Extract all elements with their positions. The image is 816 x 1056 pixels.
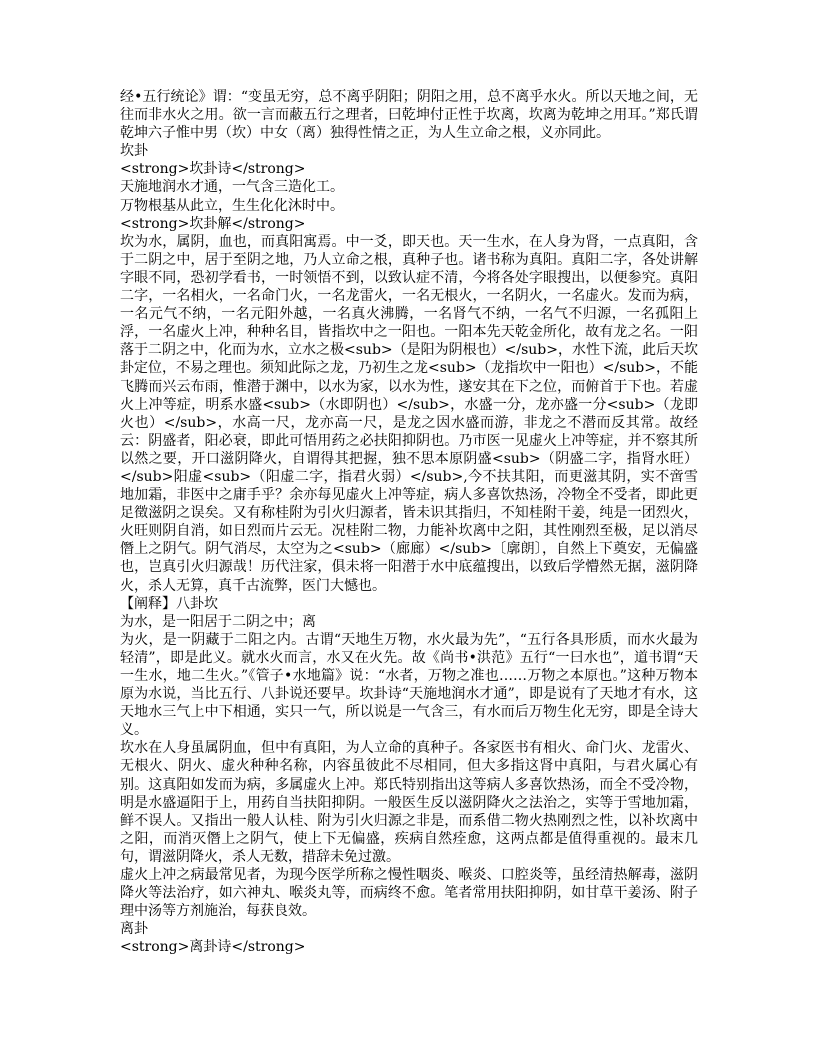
kan-poem-title-tagged: <strong>坎卦诗</strong>: [120, 161, 306, 178]
paragraph-deficient-fire-diseases: 虚火上冲之病最常见者，为现今医学所称之慢性咽炎、喉炎、口腔炎等，虽经清热解毒，滋阴降火等法治疗，如六神丸、喉炎丸等，而病终不愈。笔者常用扶阳抑阴，如甘草干姜汤、附子理中汤等方剂施治，每获良效。: [120, 867, 698, 920]
paragraph-li-is-fire: 为火，是一阴藏于二阳之内。古谓“天地生万物，水火最为先”，“五行各具形质，而水火最为轻清”，即是此义。就水火而言，水又在火先。故《尚书•洪范》五行“一曰水也”，道书谓“天一生水，地二生火。”《管子•水地篇》说：“水者，万物之准也……万物之本原也。”这种万物本原为水说，当比五行、八卦说还要早。坎卦诗“天施地润水才通”，即是说有了天地才有水，这天地水三气上中下相通，实只一气，所以说是一气含三，有水而后万物生化无穷，即是全诗大义。: [120, 631, 698, 739]
paragraph-intro-five-elements: 经•五行统论》谓：“变虽无穷，总不离乎阴阳；阴阳之用，总不离乎水火。所以天地之间，无往而非水火之用。欲一言而蔽五行之理者，曰乾坤付正性于坎离，坎离为乾坤之用耳。”郑氏谓乾坤六子惟中男（坎）中女（离）独得性情之正，为人生立命之根，义亦同此。: [120, 89, 698, 142]
li-poem-title-tagged: <strong>离卦诗</strong>: [120, 939, 306, 956]
heading-elucidation-bagua-kan: 【阐释】八卦坎: [120, 595, 218, 612]
kan-explanation-title-tagged: <strong>坎卦解</strong>: [120, 215, 306, 232]
kan-poem-line-2: 万物根基从此立，生生化化沐时中。: [120, 197, 344, 214]
heading-kan-gua: 坎卦: [120, 143, 148, 160]
document-text-block: [120, 88, 698, 957]
paragraph-kan-water-in-body: 坎水在人身虽属阴血，但中有真阳，为人立命的真种子。各家医书有相火、命门火、龙雷火、无根火、阴火、虚火种种名称，内容虽彼此不尽相同，但大多指这肾中真阳，与君火属心有别。这真阳如发而为病，多属虚火上冲。郑氏特别指出这等病人多喜饮热汤，而全不受冷物，明是水盛逼阳于上，用药自当扶阳抑阴。一般医生反以滋阴降火之法治之，实等于雪地加霜，鲜不误人。又指出一般人认桂、附为引火归源之非是，而系借二物火热刚烈之性，以补坎离中之阳，而消灭僭上之阴气，使上下无偏盛，疾病自然痊愈，这两点都是值得重视的。最末几句，谓滋阴降火，杀人无数，措辞未免过激。: [120, 740, 698, 865]
heading-li-gua: 离卦: [120, 921, 148, 938]
paragraph-kan-is-water: 为水，是一阳居于二阴之中；离: [120, 613, 316, 630]
paragraph-kan-explanation: 坎为水，属阴，血也，而真阳寓焉。中一爻，即天也。天一生水，在人身为肾，一点真阳，含于二阴之中，居于至阴之地，乃人立命之根，真种子也。诸书称为真阳。真阳二字，各处讲解字眼不同，恐初学看书，一时领悟不到，以致认症不清，今将各处字眼搜出，以便参究。真阳二字，一名相火，一名命门火，一名龙雷火，一名无根火，一名阴火，一名虚火。发而为病，一名元气不纳，一名元阳外越，一名真火沸腾，一名肾气不纳，一名气不归源，一名孤阳上浮，一名虚火上冲，种种名目，皆指坎中之一阳也。一阳本先天乾金所化，故有龙之名。一阳落于二阴之中，化而为水，立水之极<sub>（是阳为阴根也）</sub>，水性下流，此后天坎卦定位，不易之理也。须知此际之龙，乃初生之龙<sub>（龙指坎中一阳也）</sub>，不能飞腾而兴云布雨，惟潜于渊中，以水为家，以水为性，遂安其在下之位，而俯首于下也。若虚火上冲等症，明系水盛<sub>（水即阴也）</sub>，水盛一分，龙亦盛一分<sub>（龙即火也）</sub>，水高一尺，龙亦高一尺，是龙之因水盛而游，非龙之不潜而反其常。故经云：阴盛者，阳必衰，即此可悟用药之必扶阳抑阴也。乃市医一见虚火上冲等症，并不察其所以然之要，开口滋阴降火，自谓得其把握，独不思本原阴盛<sub>（阴盛二字，指肾水旺）</sub>阳虚<sub>（阳虚二字，指君火弱）</sub>,今不扶其阳，而更滋其阴，实不啻雪地加霜，非医中之庸手乎？余亦每见虚火上冲等症，病人多喜饮热汤，冷物全不受者，即此更足徵滋阴之误矣。又有称桂附为引火归源者，皆未识其指归，不知桂附干姜，纯是一团烈火，火旺则阴自消，如日烈而片云无。况桂附二物，力能补坎离中之阳，其性刚烈至极，足以消尽僭上之阴气。阴气消尽，太空为之<sub>（廊廊）</sub>〔廓朗〕，自然上下奠安，无偏盛也，岂真引火归源哉！历代注家，俱未将一阳潜于水中底蕴搜出，以致后学懵然无据，滋阴降火，杀人无算，真千古流弊，医门大憾也。: [120, 233, 698, 594]
kan-poem-line-1: 天施地润水才通，一气含三造化工。: [120, 179, 344, 196]
